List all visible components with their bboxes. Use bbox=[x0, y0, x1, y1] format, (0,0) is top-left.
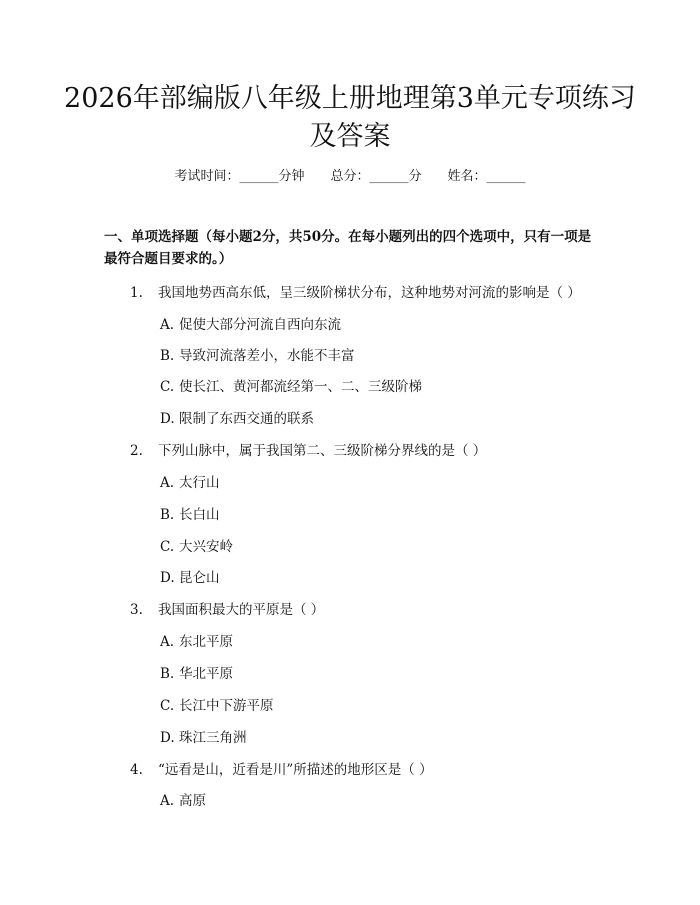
question-4-option-a bbox=[160, 791, 206, 811]
option-text: 太行山 bbox=[179, 475, 220, 491]
question-3-option-a bbox=[160, 632, 233, 652]
question-text: 下列山脉中，属于我国第二、三级阶梯分界线的是（ ） bbox=[158, 443, 487, 459]
option-letter: A. bbox=[160, 793, 175, 809]
question-1-option-d bbox=[160, 409, 314, 429]
option-text: 长江中下游平原 bbox=[179, 698, 274, 714]
question-3-stem bbox=[130, 600, 324, 620]
option-letter: A. bbox=[160, 634, 175, 650]
question-number: 1. bbox=[130, 285, 143, 301]
option-text: 长白山 bbox=[179, 507, 220, 523]
document-title: 2026年部编版八年级上册地理第3单元专项练习及答案 bbox=[64, 83, 636, 152]
question-2-stem bbox=[130, 441, 486, 461]
option-letter: D. bbox=[160, 411, 175, 427]
question-3-option-b bbox=[160, 664, 233, 684]
question-text: 我国地势西高东低，呈三级阶梯状分布，这种地势对河流的影响是（ ） bbox=[158, 285, 581, 301]
option-letter: D. bbox=[160, 730, 175, 746]
question-number: 3. bbox=[130, 602, 143, 618]
question-number: 4. bbox=[130, 762, 143, 778]
option-text: 华北平原 bbox=[179, 666, 233, 682]
name-field: 姓名：______ bbox=[447, 169, 526, 184]
exam-time-field: 考试时间：______分钟 bbox=[174, 169, 305, 184]
question-2-option-d bbox=[160, 568, 220, 588]
section-heading-single-choice: 一、单项选择题（每小题2分，共50分。在每小题列出的四个选项中，只有一项是最符合题目要求的。） bbox=[104, 229, 592, 267]
question-2-option-c bbox=[160, 537, 233, 557]
option-letter: B. bbox=[160, 507, 175, 523]
question-3-option-d bbox=[160, 728, 247, 748]
question-1-stem bbox=[130, 283, 581, 303]
option-letter: C. bbox=[160, 698, 175, 714]
option-text: 东北平原 bbox=[179, 634, 233, 650]
option-letter: A. bbox=[160, 475, 175, 491]
option-letter: D. bbox=[160, 570, 175, 586]
option-text: 珠江三角洲 bbox=[179, 730, 247, 746]
option-text: 使长江、黄河都流经第一、二、三级阶梯 bbox=[179, 379, 422, 395]
question-2-option-b bbox=[160, 505, 220, 525]
total-score-field: 总分：______分 bbox=[330, 169, 422, 184]
question-number: 2. bbox=[130, 443, 143, 459]
exam-info-line bbox=[0, 168, 700, 186]
option-letter: C. bbox=[160, 379, 175, 395]
option-letter: B. bbox=[160, 348, 175, 364]
option-letter: C. bbox=[160, 539, 175, 555]
option-letter: B. bbox=[160, 666, 175, 682]
option-text: 限制了东西交通的联系 bbox=[179, 411, 314, 427]
option-text: 昆仑山 bbox=[179, 570, 220, 586]
option-text: 促使大部分河流自西向东流 bbox=[179, 317, 341, 333]
question-text: 我国面积最大的平原是（ ） bbox=[158, 602, 325, 618]
question-2-option-a bbox=[160, 473, 220, 493]
option-text: 高原 bbox=[179, 793, 206, 809]
question-1-option-b bbox=[160, 346, 355, 366]
option-letter: A. bbox=[160, 317, 175, 333]
option-text: 导致河流落差小，水能不丰富 bbox=[179, 348, 355, 364]
question-4-stem bbox=[130, 760, 433, 780]
question-1-option-c bbox=[160, 377, 422, 397]
question-1-option-a bbox=[160, 315, 341, 335]
option-text: 大兴安岭 bbox=[179, 539, 233, 555]
question-3-option-c bbox=[160, 696, 274, 716]
question-text: “远看是山，近看是川”所描述的地形区是（ ） bbox=[158, 762, 433, 778]
